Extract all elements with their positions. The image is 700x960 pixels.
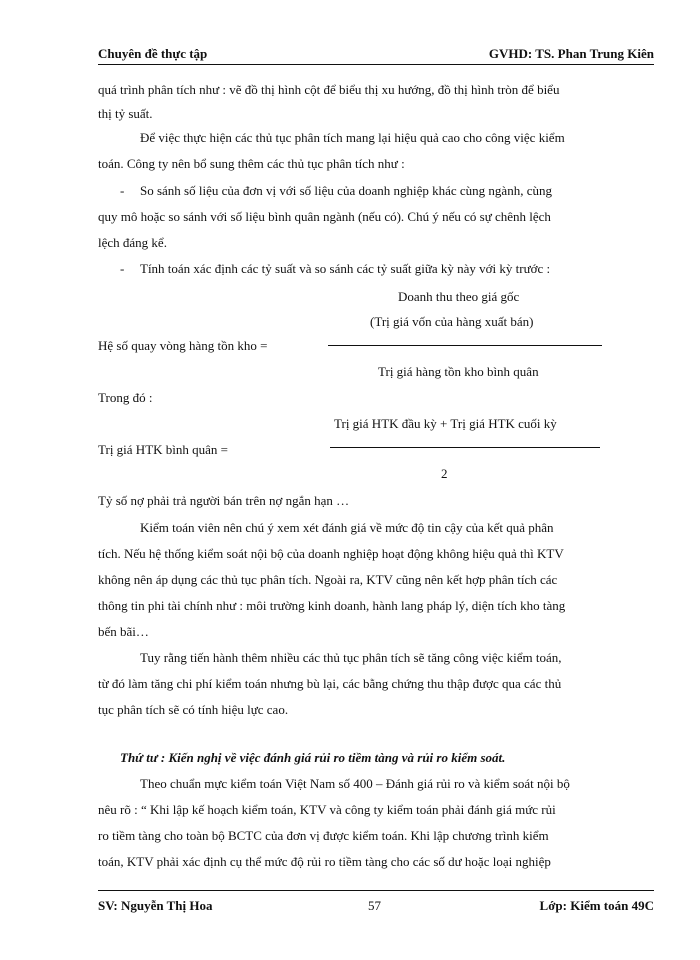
section-heading: Thứ tư : Kiến nghị về việc đánh giá rủi ro tiềm tàng và rủi ro kiểm soát. [120, 750, 506, 765]
p5-line-1: Theo chuẩn mực kiểm toán Việt Nam số 400 – Đánh giá rủi ro và kiểm soát nội bộ [140, 776, 570, 791]
header-rule [98, 64, 654, 65]
p2-line-2: toán. Công ty nên bổ sung thêm các thủ tục phân tích như : [98, 156, 405, 171]
p4-line-3: tục phân tích sẽ có tính hiệu lực cao. [98, 702, 289, 717]
p3-line-2: tích. Nếu hệ thống kiểm soát nội bộ của doanh nghiệp hoạt động không hiệu quả thì KTV [98, 546, 564, 561]
p3-line-3: không nên áp dụng các thủ tục phân tích. Ngoài ra, KTV cũng nên kết hợp phân tích các [98, 572, 558, 587]
page-number: 57 [368, 898, 381, 913]
p1-line-2: thị tỷ suất. [98, 106, 153, 121]
bullet-marker-1: - [120, 183, 125, 198]
p5-line-2: nêu rõ : “ Khi lập kế hoạch kiểm toán, KTV và công ty kiểm toán phải đánh giá mức rủi [98, 802, 556, 817]
p3-line-5: bến bãi… [98, 624, 149, 639]
bullet2-line: Tính toán xác định các tỷ suất và so sánh các tỷ suất giữa kỳ này với kỳ trước : [140, 261, 551, 276]
ratio-line: Tỷ số nợ phải trả người bán trên nợ ngắn hạn … [98, 493, 350, 508]
formula1-numerator-2: (Trị giá vốn của hàng xuất bán) [370, 314, 534, 329]
p2-line-1: Để việc thực hiện các thủ tục phân tích mang lại hiệu quả cao cho công việc kiểm [140, 130, 565, 145]
p3-line-4: thông tin phi tài chính như : môi trường kinh doanh, hành lang pháp lý, diện tích kho tàng [98, 598, 566, 613]
formula2-label: Trị giá HTK bình quân = [98, 442, 228, 457]
p5-line-3: ro tiềm tàng cho toàn bộ BCTC của đơn vị được kiểm toán. Khi lập chương trình kiểm [98, 828, 549, 843]
formula2-fraction-bar [330, 447, 600, 448]
formula2-numerator: Trị giá HTK đầu kỳ + Trị giá HTK cuối kỳ [334, 416, 557, 431]
p5-line-4: toán, KTV phải xác định cụ thể mức độ rủi ro tiềm tàng cho các số dư hoặc loại nghiệp [98, 854, 551, 869]
bullet-marker-2: - [120, 261, 125, 276]
bullet1-line-1: So sánh số liệu của đơn vị với số liệu của doanh nghiệp khác cùng ngành, cùng [140, 183, 552, 198]
bullet1-line-2: quy mô hoặc so sánh với số liệu bình quân ngành (nếu có). Chú ý nếu có sự chênh lệch [98, 209, 551, 224]
header-left: Chuyên đề thực tập [98, 46, 208, 61]
footer-class: Lớp: Kiểm toán 49C [539, 898, 654, 913]
p4-line-2: từ đó làm tăng chi phí kiểm toán nhưng bù lại, các bằng chứng thu thập được qua các thủ [98, 676, 562, 691]
formula1-fraction-bar [328, 345, 602, 346]
p3-line-1: Kiểm toán viên nên chú ý xem xét đánh giá về mức độ tin cậy của kết quả phân [140, 520, 554, 535]
formula2-denominator: 2 [441, 466, 448, 481]
bullet1-line-3: lệch đáng kể. [98, 235, 167, 250]
footer-rule [98, 890, 654, 891]
footer-student: SV: Nguyễn Thị Hoa [98, 898, 213, 913]
trong-do-label: Trong đó : [98, 390, 153, 405]
header-right: GVHD: TS. Phan Trung Kiên [488, 46, 654, 61]
p1-line-1: quá trình phân tích như : vẽ đồ thị hình cột để biểu thị xu hướng, đồ thị hình tròn để biểu [98, 82, 560, 97]
formula1-label: Hệ số quay vòng hàng tồn kho = [98, 338, 268, 353]
p4-line-1: Tuy rằng tiến hành thêm nhiều các thủ tục phân tích sẽ tăng công việc kiểm toán, [140, 650, 562, 665]
formula1-numerator-1: Doanh thu theo giá gốc [398, 289, 520, 304]
formula1-denominator: Trị giá hàng tồn kho bình quân [378, 364, 539, 379]
